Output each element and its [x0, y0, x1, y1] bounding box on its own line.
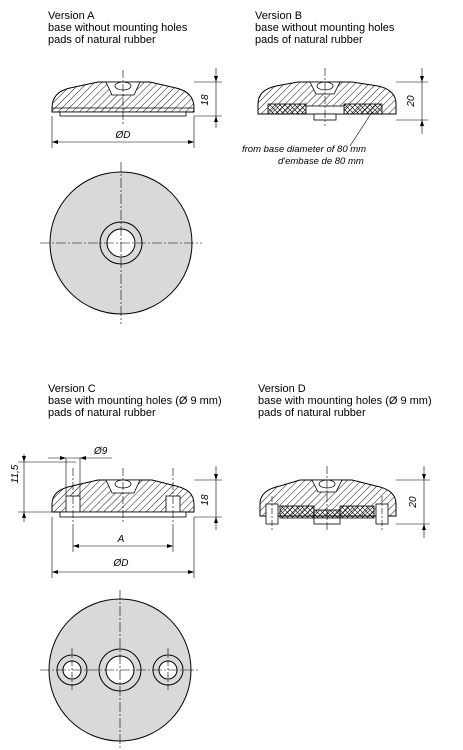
version-b-desc1: base without mounting holes: [255, 22, 395, 34]
top-view-a: [40, 162, 202, 324]
dim-a-diameter: [52, 116, 194, 148]
section-d: [260, 466, 396, 530]
dim-c-hole-text: Ø9: [94, 446, 108, 457]
section-b: [258, 68, 396, 126]
version-a-desc1: base without mounting holes: [48, 22, 188, 34]
version-a-title: Version A: [48, 10, 95, 22]
version-b-title: Version B: [255, 10, 303, 22]
dim-c-spacing-text: A: [117, 534, 125, 545]
version-d-desc2: pads of natural rubber: [258, 407, 366, 419]
dim-b-height-text: 20: [406, 95, 417, 107]
top-view-c: [40, 590, 200, 748]
dim-c-height: [194, 466, 222, 530]
version-c-title: Version C: [48, 383, 96, 395]
note-b-line1: from base diameter of 80 mm: [242, 144, 367, 155]
section-c: [52, 468, 194, 524]
leader-b: [350, 112, 372, 146]
dim-d-height-text: 20: [408, 496, 419, 508]
section-a: [52, 70, 194, 124]
version-c-desc2: pads of natural rubber: [48, 407, 156, 419]
dim-c-diameter-text: ØD: [113, 558, 129, 569]
note-b-line2: d'embase de 80 mm: [278, 156, 364, 167]
dim-c-spacing: [73, 524, 173, 552]
version-a-desc2: pads of natural rubber: [48, 34, 156, 46]
version-b-desc2: pads of natural rubber: [255, 34, 363, 46]
dim-a-diameter-text: ØD: [115, 130, 131, 141]
dim-b-height: [396, 68, 428, 134]
dim-a-height: [194, 68, 222, 128]
version-c-desc1: base with mounting holes (Ø 9 mm): [48, 395, 222, 407]
dim-c-offset-text: 11,5: [10, 464, 21, 484]
dim-c-height-text: 18: [200, 494, 211, 506]
version-d-desc1: base with mounting holes (Ø 9 mm): [258, 395, 432, 407]
dim-d-height: [396, 466, 430, 538]
dim-a-height-text: 18: [200, 94, 211, 106]
version-d-title: Version D: [258, 383, 306, 395]
